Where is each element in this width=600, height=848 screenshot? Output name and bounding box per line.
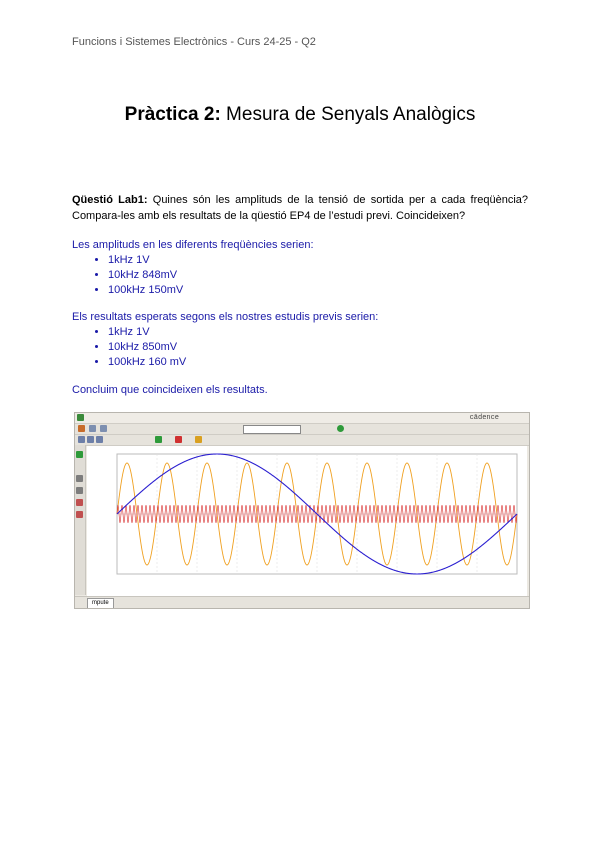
zoom-icon: [78, 436, 85, 443]
tab-schematic[interactable]: mpute: [87, 598, 114, 609]
list-item: • 10kHz 848mV: [108, 268, 528, 283]
question-label: Qüestió Lab1:: [72, 194, 148, 206]
menubar: [75, 413, 529, 424]
list-item: • 1kHz 1V: [108, 253, 528, 268]
toolbar-icon: [175, 436, 182, 443]
zoom-in-icon: [87, 436, 94, 443]
side-icon: [76, 475, 83, 482]
toolbar-1: [75, 424, 529, 435]
toolbar-icon: [78, 425, 85, 432]
conclusion: Concluim que coincideixen els resultats.: [72, 384, 268, 396]
answer-expected-intro: Els resultats esperats segons els nostres estudis previs serien:: [72, 311, 379, 323]
run-icon: [337, 425, 344, 432]
title-bold: Pràctica 2:: [124, 104, 221, 125]
answer-expected: [72, 310, 528, 370]
question: [72, 192, 528, 224]
side-icon: [76, 499, 83, 506]
toolbar-2: [75, 435, 529, 446]
answer-expected-list: [72, 325, 528, 370]
page-title: [0, 104, 600, 126]
list-item: • 10kHz 850mV: [108, 340, 528, 355]
cadence-logo: cādence: [469, 414, 499, 422]
simulator-screenshot: [74, 412, 530, 609]
toolbar-icon: [89, 425, 96, 432]
tab-bar: [75, 596, 529, 609]
toolbar-icon: [195, 436, 202, 443]
answer-measured-list: [72, 253, 528, 298]
zoom-out-icon: [96, 436, 103, 443]
answer-measured-intro: Les amplituds en les diferents freqüències serien:: [72, 239, 314, 251]
answer-measured: [72, 238, 528, 298]
side-icon: [76, 511, 83, 518]
side-icon: [76, 451, 83, 458]
plot-area: [87, 446, 527, 596]
list-item: • 100kHz 150mV: [108, 283, 528, 298]
title-rest: Mesura de Senyals Analògics: [220, 104, 476, 125]
list-item: • 1kHz 1V: [108, 325, 528, 340]
toolbar-icon: [100, 425, 107, 432]
waveform-plot: [87, 446, 527, 596]
side-icon: [76, 487, 83, 494]
list-item: • 100kHz 160 mV: [108, 355, 528, 370]
side-toolbar: [75, 445, 86, 595]
app-icon: [77, 414, 84, 421]
toolbar-combobox: [243, 425, 301, 434]
toolbar-icon: [155, 436, 162, 443]
question-text: Quines són les amplituds de la tensió de sortida per a cada freqüència? Compara-les amb els resultats de la qüestió EP4 de l’estudi previ. Coincideixen?: [72, 194, 529, 222]
page-header: Funcions i Sistemes Electrònics - Curs 24-25 - Q2: [72, 36, 316, 48]
